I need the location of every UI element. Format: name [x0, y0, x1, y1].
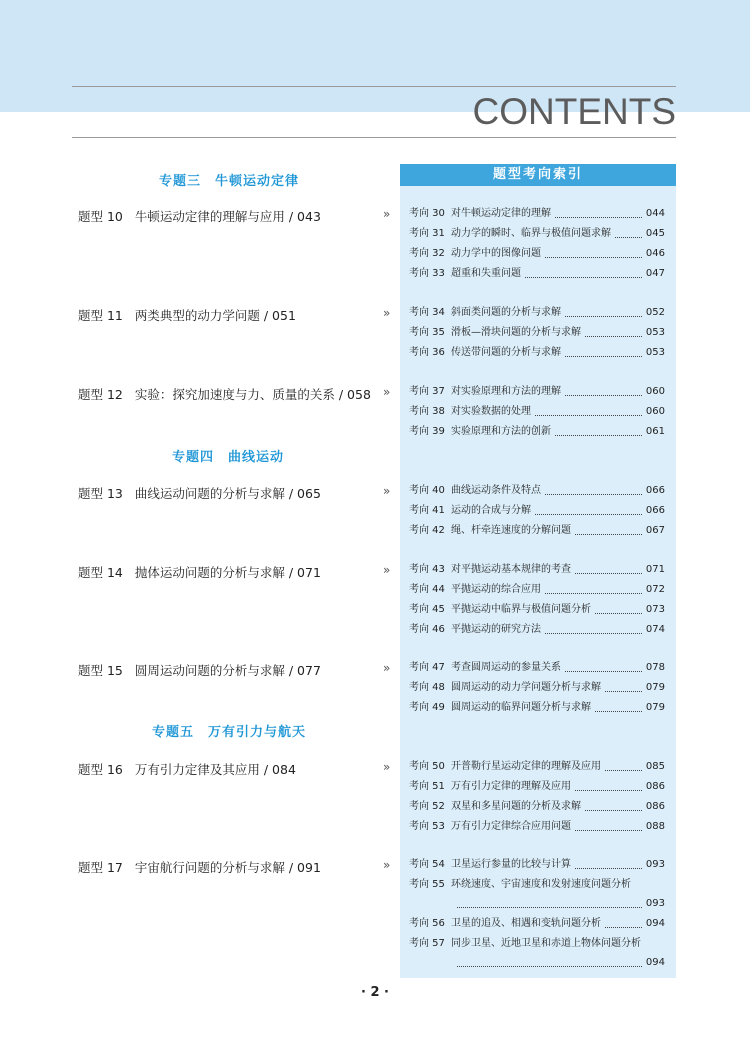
- dot-leader: [565, 671, 642, 672]
- index-entry[interactable]: [409, 267, 665, 281]
- index-entry-number: 考向 36: [409, 347, 445, 358]
- question-type-number: 题型 16: [78, 762, 123, 777]
- index-entry-continuation: [451, 897, 665, 911]
- index-entry-number: 考向 33: [409, 268, 445, 279]
- question-type-number: 题型 12: [78, 387, 123, 402]
- dot-leader: [545, 633, 642, 634]
- index-entry-page: 060: [645, 386, 665, 397]
- index-entry-page: 078: [645, 662, 665, 673]
- question-type-entry[interactable]: [78, 484, 321, 502]
- index-entry-title: 万有引力定律的理解及应用: [451, 781, 571, 792]
- index-entry[interactable]: [409, 524, 665, 538]
- question-type-number: 题型 15: [78, 663, 123, 678]
- index-entry[interactable]: [409, 701, 665, 715]
- index-entry-title: 曲线运动条件及特点: [451, 485, 541, 496]
- index-entry-title: 实验原理和方法的创新: [451, 426, 551, 437]
- index-entry-title: 双星和多星问题的分析及求解: [451, 801, 581, 812]
- question-type-title: 圆周运动问题的分析与求解 / 077: [134, 663, 321, 678]
- index-entry-number: 考向 30: [409, 208, 445, 219]
- index-entry-page: 093: [645, 859, 665, 870]
- index-entry[interactable]: [409, 603, 665, 617]
- index-entry[interactable]: [409, 227, 665, 241]
- index-entry-number: 考向 54: [409, 859, 445, 870]
- index-entry-page: 086: [645, 801, 665, 812]
- index-entry-number: 考向 46: [409, 624, 445, 635]
- dot-leader: [585, 810, 642, 811]
- index-entry-title: 平抛运动的综合应用: [451, 584, 541, 595]
- question-type-entry[interactable]: [78, 563, 321, 581]
- index-entry-title: 圆周运动的动力学问题分析与求解: [451, 682, 601, 693]
- page-number: · 2 ·: [361, 985, 389, 1000]
- index-entry[interactable]: [409, 858, 665, 872]
- index-entry-number: 考向 48: [409, 682, 445, 693]
- index-entry-number: 考向 41: [409, 505, 445, 516]
- question-type-title: 抛体运动问题的分析与求解 / 071: [134, 565, 321, 580]
- index-entry-page: 066: [645, 485, 665, 496]
- topic-heading[interactable]: 专题三 牛顿运动定律: [159, 174, 300, 189]
- index-entry[interactable]: [409, 247, 665, 261]
- index-entry-title: 动力学的瞬时、临界与极值问题求解: [451, 228, 611, 239]
- index-entry-number: 考向 50: [409, 761, 445, 772]
- index-entry[interactable]: [409, 878, 665, 892]
- index-entry[interactable]: [409, 504, 665, 518]
- question-type-title: 曲线运动问题的分析与求解 / 065: [134, 486, 321, 501]
- index-entry[interactable]: [409, 780, 665, 794]
- index-entry-number: 考向 49: [409, 702, 445, 713]
- index-entry[interactable]: [409, 820, 665, 834]
- question-type-title: 宇宙航行问题的分析与求解 / 091: [134, 860, 321, 875]
- index-entry-number: 考向 38: [409, 406, 445, 417]
- question-type-entry[interactable]: [78, 207, 321, 225]
- index-entry-title: 滑板—滑块问题的分析与求解: [451, 327, 581, 338]
- question-type-title: 牛顿运动定律的理解与应用 / 043: [134, 209, 321, 224]
- index-entry[interactable]: [409, 760, 665, 774]
- index-entry-page: 079: [645, 702, 665, 713]
- index-entry-title: 运动的合成与分解: [451, 505, 531, 516]
- index-entry-page: 044: [645, 208, 665, 219]
- question-type-entry[interactable]: [78, 858, 321, 876]
- dot-leader: [535, 415, 642, 416]
- index-entry-page: 066: [645, 505, 665, 516]
- dot-leader: [545, 257, 642, 258]
- index-entry[interactable]: [409, 661, 665, 675]
- index-entry-page: 047: [645, 268, 665, 279]
- question-type-entry[interactable]: [78, 661, 321, 679]
- index-entry-page: 094: [645, 918, 665, 929]
- dot-leader: [595, 711, 642, 712]
- topic-heading[interactable]: 专题五 万有引力与航天: [152, 725, 307, 740]
- dot-leader: [457, 907, 642, 908]
- index-entry-page: 071: [645, 564, 665, 575]
- index-entry[interactable]: [409, 405, 665, 419]
- dot-leader: [545, 494, 642, 495]
- index-entry-number: 考向 51: [409, 781, 445, 792]
- index-entry-title: 开普勒行星运动定律的理解及应用: [451, 761, 601, 772]
- dot-leader: [545, 593, 642, 594]
- question-type-number: 题型 11: [78, 308, 123, 323]
- dot-leader: [575, 868, 642, 869]
- header-rule-top: [72, 86, 676, 87]
- question-type-entry[interactable]: [78, 760, 296, 778]
- question-type-number: 题型 17: [78, 860, 123, 875]
- index-entry[interactable]: [409, 681, 665, 695]
- index-entry-page: 067: [645, 525, 665, 536]
- index-entry-number: 考向 44: [409, 584, 445, 595]
- index-entry-page: 053: [645, 327, 665, 338]
- question-type-number: 题型 14: [78, 565, 123, 580]
- index-entry-title: 对实验原理和方法的理解: [451, 386, 561, 397]
- index-entry[interactable]: [409, 563, 665, 577]
- dot-leader: [555, 217, 642, 218]
- index-entry-number: 考向 31: [409, 228, 445, 239]
- index-entry-page: 086: [645, 781, 665, 792]
- dot-leader: [575, 790, 642, 791]
- index-entry-page: 045: [645, 228, 665, 239]
- dot-leader: [615, 237, 642, 238]
- double-arrow-icon: »: [383, 858, 391, 872]
- index-entry-number: 考向 37: [409, 386, 445, 397]
- index-entry[interactable]: [409, 583, 665, 597]
- double-arrow-icon: »: [383, 207, 391, 221]
- question-type-number: 题型 13: [78, 486, 123, 501]
- index-entry-number: 考向 39: [409, 426, 445, 437]
- double-arrow-icon: »: [383, 563, 391, 577]
- dot-leader: [525, 277, 642, 278]
- index-panel-title: 题型考向索引: [400, 164, 676, 186]
- index-entry-title: 考查圆周运动的参量关系: [451, 662, 561, 673]
- question-type-entry[interactable]: [78, 306, 296, 324]
- dot-leader: [585, 336, 642, 337]
- index-entry-number: 考向 32: [409, 248, 445, 259]
- index-entry-page: 085: [645, 761, 665, 772]
- index-entry-title: 超重和失重问题: [451, 268, 521, 279]
- question-type-number: 题型 10: [78, 209, 123, 224]
- index-entry[interactable]: [409, 207, 665, 221]
- index-entry-number: 考向 45: [409, 604, 445, 615]
- question-type-title: 两类典型的动力学问题 / 051: [134, 308, 296, 323]
- index-entry-number: 考向 55: [409, 879, 445, 890]
- index-entry-title: 环绕速度、宇宙速度和发射速度问题分析: [451, 879, 631, 890]
- index-entry[interactable]: [409, 917, 665, 931]
- topic-heading[interactable]: 专题四 曲线运动: [172, 450, 285, 465]
- index-entry[interactable]: [409, 385, 665, 399]
- index-entry-page: 094: [645, 957, 665, 968]
- index-entry-number: 考向 47: [409, 662, 445, 673]
- index-entry-number: 考向 52: [409, 801, 445, 812]
- dot-leader: [575, 573, 642, 574]
- index-entry[interactable]: [409, 800, 665, 814]
- index-entry-page: 079: [645, 682, 665, 693]
- index-entry-number: 考向 40: [409, 485, 445, 496]
- index-entry-number: 考向 34: [409, 307, 445, 318]
- index-entry[interactable]: [409, 346, 665, 360]
- double-arrow-icon: »: [383, 661, 391, 675]
- double-arrow-icon: »: [383, 306, 391, 320]
- dot-leader: [575, 534, 642, 535]
- dot-leader: [565, 395, 642, 396]
- index-entry[interactable]: [409, 484, 665, 498]
- index-entry-page: 061: [645, 426, 665, 437]
- dot-leader: [555, 435, 642, 436]
- index-entry[interactable]: [409, 937, 665, 951]
- dot-leader: [457, 966, 642, 967]
- dot-leader: [605, 927, 642, 928]
- index-entry-page: 072: [645, 584, 665, 595]
- index-entry-title: 万有引力定律综合应用问题: [451, 821, 571, 832]
- index-entry-page: 073: [645, 604, 665, 615]
- index-entry-title: 平抛运动的研究方法: [451, 624, 541, 635]
- index-entry-number: 考向 42: [409, 525, 445, 536]
- index-entry[interactable]: [409, 425, 665, 439]
- index-entry-title: 传送带问题的分析与求解: [451, 347, 561, 358]
- index-entry-page: 060: [645, 406, 665, 417]
- index-entry-title: 对牛顿运动定律的理解: [451, 208, 551, 219]
- index-entry-title: 绳、杆牵连速度的分解问题: [451, 525, 571, 536]
- index-entry-page: 093: [645, 898, 665, 909]
- double-arrow-icon: »: [383, 385, 391, 399]
- dot-leader: [595, 613, 642, 614]
- index-entry-continuation: [451, 956, 665, 970]
- index-entry-title: 对实验数据的处理: [451, 406, 531, 417]
- index-entry-page: 052: [645, 307, 665, 318]
- index-entry-title: 平抛运动中临界与极值问题分析: [451, 604, 591, 615]
- index-entry-number: 考向 53: [409, 821, 445, 832]
- index-entry-title: 卫星运行参量的比较与计算: [451, 859, 571, 870]
- index-entry-page: 074: [645, 624, 665, 635]
- index-entry-page: 053: [645, 347, 665, 358]
- dot-leader: [565, 316, 642, 317]
- dot-leader: [565, 356, 642, 357]
- index-entry[interactable]: [409, 326, 665, 340]
- index-entry-title: 卫星的追及、相遇和变轨问题分析: [451, 918, 601, 929]
- index-entry-number: 考向 56: [409, 918, 445, 929]
- dot-leader: [605, 691, 642, 692]
- index-entry-page: 046: [645, 248, 665, 259]
- question-type-entry[interactable]: [78, 385, 371, 403]
- double-arrow-icon: »: [383, 760, 391, 774]
- contents-title: CONTENTS: [472, 91, 676, 132]
- index-entry-number: 考向 35: [409, 327, 445, 338]
- index-entry-number: 考向 57: [409, 938, 445, 949]
- dot-leader: [575, 830, 642, 831]
- index-entry-title: 圆周运动的临界问题分析与求解: [451, 702, 591, 713]
- index-entry-page: 088: [645, 821, 665, 832]
- double-arrow-icon: »: [383, 484, 391, 498]
- index-entry-number: 考向 43: [409, 564, 445, 575]
- question-type-title: 万有引力定律及其应用 / 084: [134, 762, 296, 777]
- index-entry-title: 同步卫星、近地卫星和赤道上物体问题分析: [451, 938, 641, 949]
- dot-leader: [605, 770, 642, 771]
- index-entry-title: 对平抛运动基本规律的考查: [451, 564, 571, 575]
- index-entry[interactable]: [409, 623, 665, 637]
- index-entry-title: 动力学中的图像问题: [451, 248, 541, 259]
- index-entry[interactable]: [409, 306, 665, 320]
- question-type-title: 实验：探究加速度与力、质量的关系 / 058: [134, 387, 371, 402]
- header-rule-bottom: [72, 137, 676, 138]
- dot-leader: [535, 514, 642, 515]
- index-entry-title: 斜面类问题的分析与求解: [451, 307, 561, 318]
